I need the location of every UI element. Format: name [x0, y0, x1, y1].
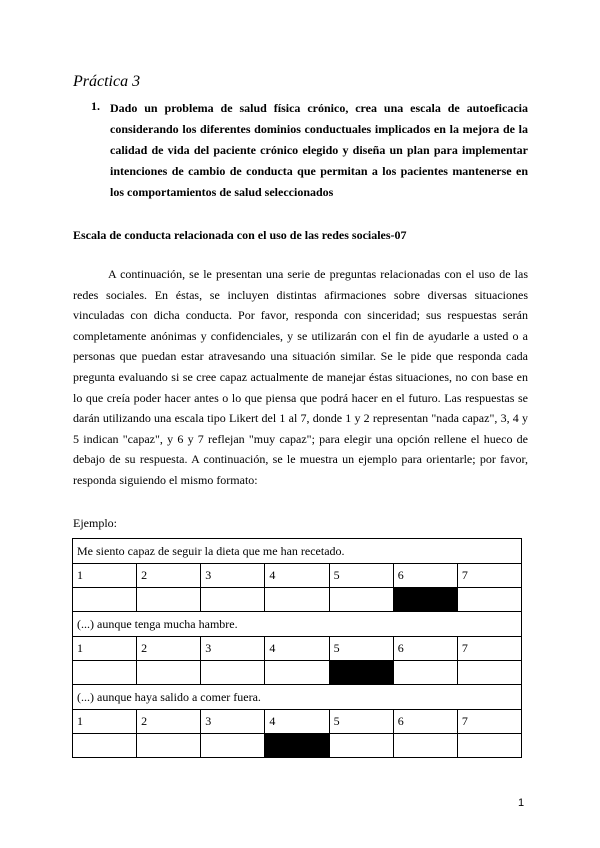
scale-label-4: 4	[265, 710, 329, 734]
scale-label-3: 3	[201, 564, 265, 588]
scale-label-4: 4	[265, 564, 329, 588]
scale-label-2: 2	[137, 564, 201, 588]
answer-cell-1[interactable]	[73, 734, 137, 758]
answer-cell-6[interactable]	[393, 734, 457, 758]
scale-label-4: 4	[265, 637, 329, 661]
statement-row	[73, 612, 522, 637]
scale-label-3: 3	[201, 637, 265, 661]
scale-title: Escala de conducta relacionada con el uso de las redes sociales-07	[73, 228, 407, 242]
answer-cell-1[interactable]	[73, 588, 137, 612]
scale-label-5: 5	[329, 637, 393, 661]
answer-cell-3[interactable]	[201, 661, 265, 685]
statement-cell: (...) aunque haya salido a comer fuera.	[73, 685, 522, 710]
statement-row	[73, 539, 522, 564]
scale-label-row	[73, 637, 522, 661]
answer-cell-5[interactable]	[329, 588, 393, 612]
statement-row	[73, 685, 522, 710]
answer-cell-6[interactable]	[393, 588, 457, 612]
answer-cell-6[interactable]	[393, 661, 457, 685]
page-heading: Práctica 3	[73, 73, 141, 90]
answer-cell-7[interactable]	[457, 588, 521, 612]
example-label: Ejemplo:	[73, 516, 117, 530]
scale-label-6: 6	[393, 637, 457, 661]
answer-cell-4[interactable]	[265, 588, 329, 612]
answer-row	[73, 588, 522, 612]
scale-label-5: 5	[329, 710, 393, 734]
scale-label-2: 2	[137, 637, 201, 661]
scale-label-1: 1	[73, 564, 137, 588]
answer-cell-3[interactable]	[201, 734, 265, 758]
example-scale-table	[72, 538, 522, 758]
scale-label-row	[73, 710, 522, 734]
answer-cell-7[interactable]	[457, 734, 521, 758]
answer-cell-5[interactable]	[329, 661, 393, 685]
answer-cell-2[interactable]	[137, 734, 201, 758]
answer-cell-3[interactable]	[201, 588, 265, 612]
scale-label-3: 3	[201, 710, 265, 734]
instructions-paragraph: A continuación, se le presentan una serie de preguntas relacionadas con el uso de las redes sociales. En éstas, se incluyen distintas afirmaciones sobre diversas situaciones vinculadas con dicha conducta. Por favor, responda con sinceridad; sus respuestas serán completamente anónimas y confidenciales, y se utilizarán con el fin de ayudarle a usted o a personas que puedan estar atravesando una situación similar. Se le pide que responda cada pregunta evaluando si se cree capaz actualmente de manejar éstas situaciones, no con base en lo que creía poder hacer antes o lo que piensa que podrá hacer en el futuro. Las respuestas se darán utilizando una escala tipo Likert del 1 al 7, donde 1 y 2 representan "nada capaz", 3, 4 y 5 indican "capaz", y 6 y 7 reflejan "muy capaz"; para elegir una opción rellene el hueco de debajo de su respuesta. A continuación, se le muestra un ejemplo para orientarle; por favor, responda siguiendo el mismo formato:	[73, 267, 528, 487]
scale-label-2: 2	[137, 710, 201, 734]
scale-label-7: 7	[457, 710, 521, 734]
answer-cell-1[interactable]	[73, 661, 137, 685]
question-number: 1.	[91, 99, 100, 113]
scale-label-7: 7	[457, 564, 521, 588]
scale-label-row	[73, 564, 522, 588]
answer-row	[73, 661, 522, 685]
statement-cell: (...) aunque tenga mucha hambre.	[73, 612, 522, 637]
page-number: 1	[518, 797, 525, 809]
scale-label-1: 1	[73, 637, 137, 661]
answer-cell-4[interactable]	[265, 734, 329, 758]
scale-label-1: 1	[73, 710, 137, 734]
scale-label-5: 5	[329, 564, 393, 588]
answer-cell-2[interactable]	[137, 588, 201, 612]
scale-label-7: 7	[457, 637, 521, 661]
answer-cell-4[interactable]	[265, 661, 329, 685]
statement-cell: Me siento capaz de seguir la dieta que me han recetado.	[73, 539, 522, 564]
answer-cell-5[interactable]	[329, 734, 393, 758]
scale-label-6: 6	[393, 710, 457, 734]
scale-label-6: 6	[393, 564, 457, 588]
answer-row	[73, 734, 522, 758]
answer-cell-7[interactable]	[457, 661, 521, 685]
answer-cell-2[interactable]	[137, 661, 201, 685]
question-text: Dado un problema de salud física crónico, crea una escala de autoeficacia considerando los diferentes dominios conductuales implicados en la mejora de la calidad de vida del paciente crónico elegido y diseña un plan para implementar intenciones de cambio de conducta que permitan a los pacientes mantenerse en los comportamientos de salud seleccionados	[110, 101, 528, 199]
